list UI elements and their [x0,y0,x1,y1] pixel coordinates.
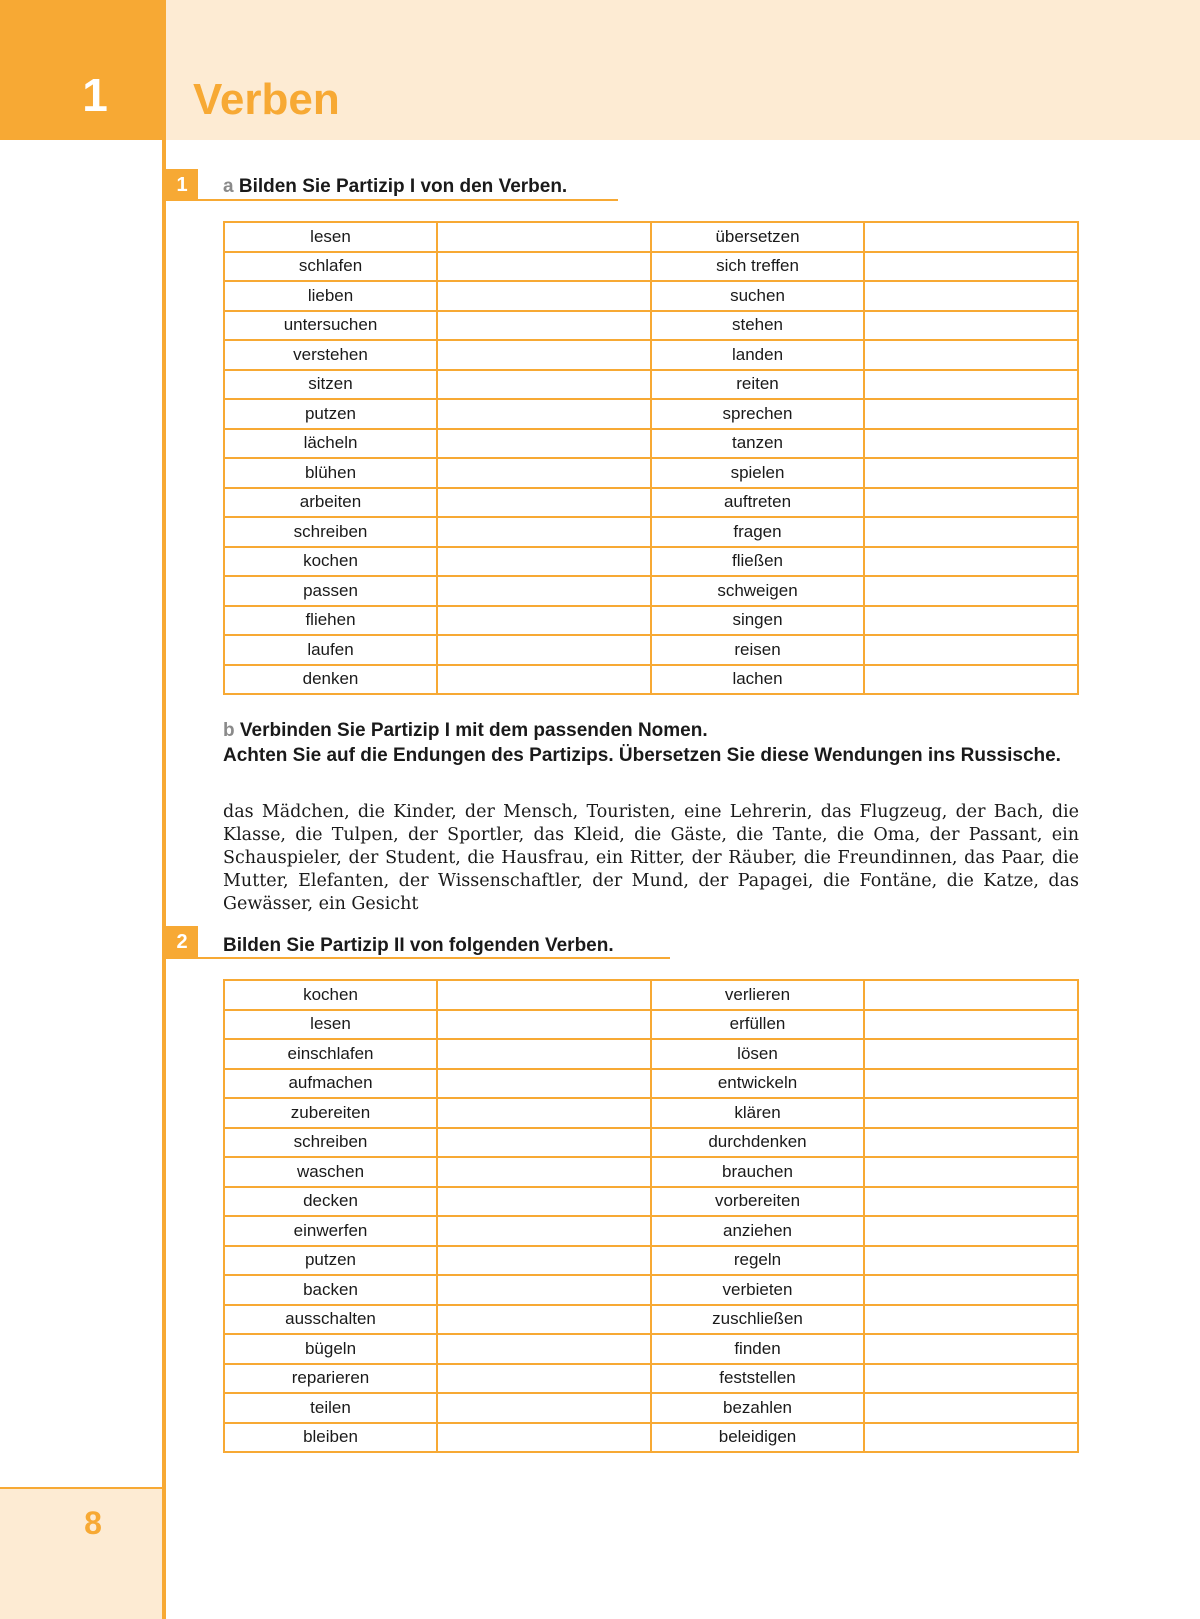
answer-cell [437,1187,651,1217]
verb-cell: backen [224,1275,437,1305]
answer-cell [864,606,1078,636]
answer-cell [864,458,1078,488]
table-row [224,370,1078,400]
answer-cell [437,1393,651,1423]
answer-cell [437,1157,651,1187]
verb-cell: beleidigen [651,1423,864,1453]
verb-cell: aufmachen [224,1069,437,1099]
verb-cell: waschen [224,1157,437,1187]
answer-cell [437,665,651,695]
exercise-2-instruction: Bilden Sie Partizip II von folgenden Verben. [223,935,614,956]
verb-cell: zubereiten [224,1098,437,1128]
answer-cell [437,488,651,518]
answer-cell [437,281,651,311]
answer-cell [437,1039,651,1069]
answer-cell [864,1423,1078,1453]
answer-cell [437,1423,651,1453]
table-row [224,340,1078,370]
answer-cell [437,517,651,547]
answer-cell [864,635,1078,665]
table-row [224,1069,1078,1099]
answer-cell [437,370,651,400]
verb-cell: fließen [651,547,864,577]
verb-cell: tanzen [651,429,864,459]
table-row [224,1216,1078,1246]
answer-cell [437,576,651,606]
verb-cell: bleiben [224,1423,437,1453]
answer-cell [864,1039,1078,1069]
answer-cell [437,1275,651,1305]
table-row [224,458,1078,488]
verb-cell: putzen [224,399,437,429]
answer-cell [864,1364,1078,1394]
table-row [224,1039,1078,1069]
answer-cell [864,370,1078,400]
verb-cell: lösen [651,1039,864,1069]
answer-cell [864,1157,1078,1187]
page-number: 8 [84,1505,102,1541]
table-row [224,1334,1078,1364]
verb-cell: sprechen [651,399,864,429]
verb-cell: verlieren [651,980,864,1010]
answer-cell [437,1305,651,1335]
answer-cell [437,606,651,636]
verb-cell: passen [224,576,437,606]
table-row [224,606,1078,636]
verb-cell: sitzen [224,370,437,400]
answer-cell [864,311,1078,341]
chapter-title: Verben [193,75,340,124]
answer-cell [437,340,651,370]
verb-cell: durchdenken [651,1128,864,1158]
answer-cell [437,1010,651,1040]
verb-cell: fragen [651,517,864,547]
table-row [224,980,1078,1010]
answer-cell [864,252,1078,282]
verb-cell: decken [224,1187,437,1217]
answer-cell [864,547,1078,577]
verb-cell: putzen [224,1246,437,1276]
table-row [224,1157,1078,1187]
verb-cell: denken [224,665,437,695]
answer-cell [864,1069,1078,1099]
answer-cell [864,1393,1078,1423]
answer-cell [864,1216,1078,1246]
answer-cell [437,222,651,252]
answer-cell [864,429,1078,459]
answer-cell [864,222,1078,252]
verb-cell: ausschalten [224,1305,437,1335]
verb-cell: blühen [224,458,437,488]
verb-cell: feststellen [651,1364,864,1394]
exercise-1a-letter: a [223,176,234,197]
table-row [224,1010,1078,1040]
table-row [224,665,1078,695]
answer-cell [864,1128,1078,1158]
answer-cell [864,1305,1078,1335]
verb-cell: einwerfen [224,1216,437,1246]
verb-cell: stehen [651,311,864,341]
answer-cell [437,399,651,429]
verb-cell: vorbereiten [651,1187,864,1217]
verb-cell: kochen [224,547,437,577]
verb-cell: lächeln [224,429,437,459]
exercise-1a-underline [166,199,618,201]
verb-cell: einschlafen [224,1039,437,1069]
answer-cell [437,1098,651,1128]
verb-cell: lesen [224,222,437,252]
answer-cell [437,252,651,282]
table-row [224,635,1078,665]
answer-cell [437,1334,651,1364]
verb-cell: laufen [224,635,437,665]
table-row [224,222,1078,252]
margin-line [162,140,166,1619]
table-row [224,488,1078,518]
verb-cell: teilen [224,1393,437,1423]
table-row [224,576,1078,606]
verb-cell: schreiben [224,517,437,547]
verb-cell: suchen [651,281,864,311]
exercise-1b-letter: b [223,720,235,741]
verb-cell: erfüllen [651,1010,864,1040]
answer-cell [437,980,651,1010]
table-row [224,547,1078,577]
verb-cell: verbieten [651,1275,864,1305]
answer-cell [864,665,1078,695]
verb-cell: lachen [651,665,864,695]
verb-cell: brauchen [651,1157,864,1187]
answer-cell [864,1187,1078,1217]
verb-cell: reparieren [224,1364,437,1394]
exercise-2-table [223,979,1079,1453]
table-row [224,281,1078,311]
verb-cell: lieben [224,281,437,311]
answer-cell [864,281,1078,311]
answer-cell [437,311,651,341]
table-row [224,1187,1078,1217]
verb-cell: auftreten [651,488,864,518]
answer-cell [864,399,1078,429]
answer-cell [864,1010,1078,1040]
answer-cell [437,1216,651,1246]
verb-cell: übersetzen [651,222,864,252]
verb-cell: bügeln [224,1334,437,1364]
answer-cell [864,1275,1078,1305]
answer-cell [864,517,1078,547]
verb-cell: reisen [651,635,864,665]
answer-cell [864,1334,1078,1364]
table-row [224,1246,1078,1276]
verb-cell: schlafen [224,252,437,282]
exercise-1-badge: 1 [166,169,198,201]
table-row [224,311,1078,341]
table-row [224,1364,1078,1394]
exercise-1b-noun-list: das Mädchen, die Kinder, der Mensch, Touristen, eine Lehrerin, das Flugzeug, der Bach, die Klasse, die Tulpen, der Sportler, das Kleid, die Gäste, die Tante, die Oma, der Passant, ein Schauspieler, der Student, die Hausfrau, ein Ritter, der Räuber, die Freundinnen, das Paar, die Mutter, Elefanten, der Wissenschaftler, der Mund, der Papagei, die Fontäne, die Katze, das Gewässer, ein Gesicht [223,802,1079,914]
table-row [224,252,1078,282]
verb-cell: landen [651,340,864,370]
answer-cell [437,1128,651,1158]
exercise-2-badge: 2 [166,926,198,958]
verb-cell: spielen [651,458,864,488]
exercise-1a-instruction: Bilden Sie Partizip I von den Verben. [238,176,568,197]
verb-cell: schreiben [224,1128,437,1158]
answer-cell [437,1246,651,1276]
table-row [224,1128,1078,1158]
exercise-1b-instruction [223,718,1079,768]
answer-cell [864,340,1078,370]
verb-cell: reiten [651,370,864,400]
verb-cell: schweigen [651,576,864,606]
verb-cell: arbeiten [224,488,437,518]
answer-cell [864,576,1078,606]
answer-cell [437,547,651,577]
table-row [224,1423,1078,1453]
answer-cell [437,429,651,459]
table-row [224,429,1078,459]
answer-cell [437,635,651,665]
table-row [224,517,1078,547]
verb-cell: finden [651,1334,864,1364]
answer-cell [864,488,1078,518]
table-row [224,1393,1078,1423]
verb-cell: singen [651,606,864,636]
exercise-1a-title [223,177,567,196]
exercise-2-underline [166,957,670,959]
verb-cell: regeln [651,1246,864,1276]
answer-cell [864,980,1078,1010]
table-row [224,1098,1078,1128]
verb-cell: sich treffen [651,252,864,282]
verb-cell: anziehen [651,1216,864,1246]
chapter-number: 1 [82,69,108,121]
answer-cell [437,1364,651,1394]
verb-cell: untersuchen [224,311,437,341]
verb-cell: lesen [224,1010,437,1040]
table-row [224,1305,1078,1335]
exercise-1b-line2: Achten Sie auf die Endungen des Partizips. Übersetzen Sie diese Wendungen ins Russische. [223,745,1061,766]
verb-cell: verstehen [224,340,437,370]
verb-cell: zuschließen [651,1305,864,1335]
verb-cell: fliehen [224,606,437,636]
table-row [224,1275,1078,1305]
verb-cell: kochen [224,980,437,1010]
verb-cell: klären [651,1098,864,1128]
answer-cell [437,1069,651,1099]
exercise-1b-line1: Verbinden Sie Partizip I mit dem passenden Nomen. [239,720,708,741]
verb-cell: entwickeln [651,1069,864,1099]
exercise-1a-table [223,221,1079,695]
answer-cell [864,1098,1078,1128]
answer-cell [864,1246,1078,1276]
table-row [224,399,1078,429]
answer-cell [437,458,651,488]
verb-cell: bezahlen [651,1393,864,1423]
